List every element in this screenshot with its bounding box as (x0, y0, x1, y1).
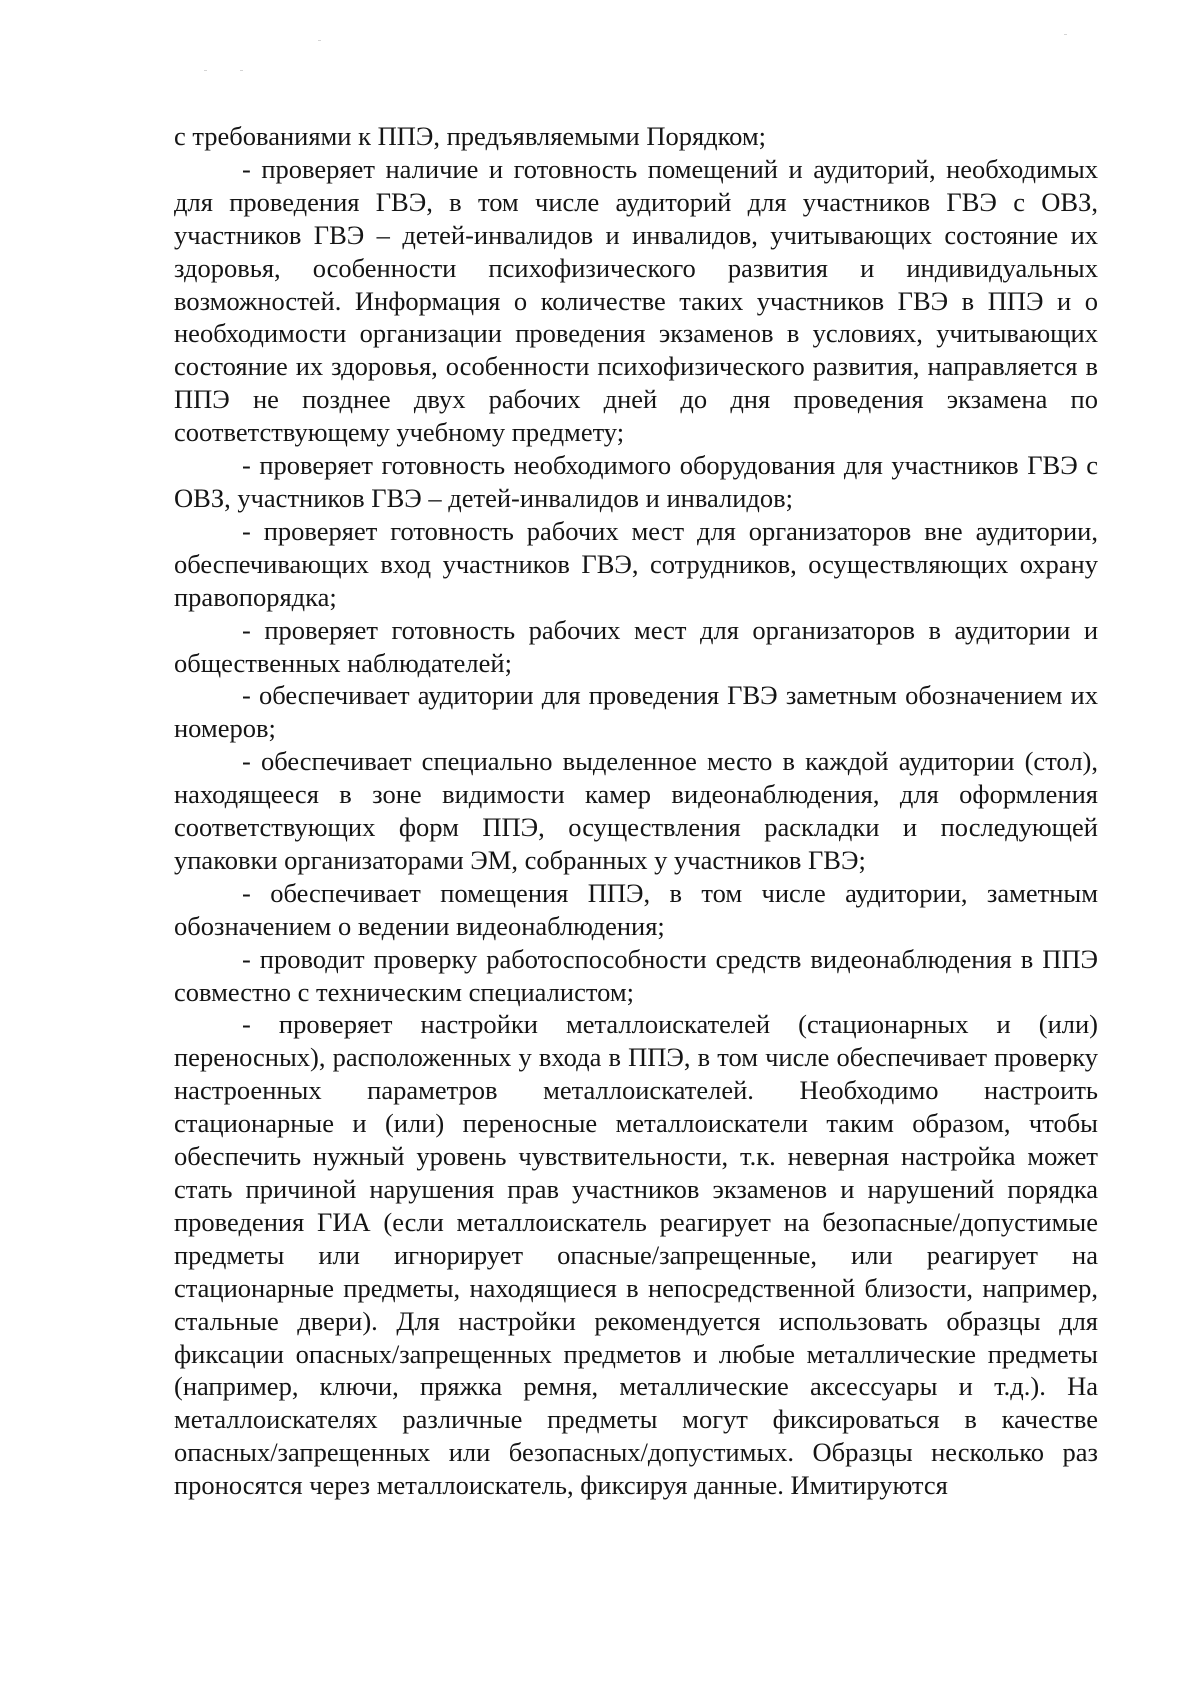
paragraph-check-workplaces-inside: - проверяет готовность рабочих мест для организаторов в аудитории и общественных наблюдателей; (174, 614, 1098, 678)
paragraph-continuation: с требованиями к ППЭ, предъявляемыми Порядком; (174, 121, 767, 151)
paragraph-check-equipment: - проверяет готовность необходимого оборудования для участников ГВЭ с ОВЗ, участников ГВЭ – детей-инвалидов и инвалидов; (174, 450, 1098, 513)
paragraph-video-check: - проводит проверку работоспособности средств видеонаблюдения в ППЭ совместно с техническим специалистом; (174, 943, 1098, 1007)
document-body (174, 120, 1098, 1502)
scan-artifact (318, 40, 321, 41)
paragraph-metal-detectors: - проверяет настройки металлоискателей (стационарных и (или) переносных), расположенных у входа в ППЭ, в том числе обеспечивает проверку настроенных параметров металлоискателей. Необходимо настроить стационарные и (или) переносные металлоискатели таким образом, чтобы обеспечить нужный уровень чувствительности, т.к. неверная настройка может стать причиной нарушения прав участников экзаменов и нарушений порядка проведения ГИА (если металлоискатель реагирует на безопасные/допустимые предметы или игнорирует опасные/запрещенные, или реагирует на стационарные предметы, находящиеся в непосредственной близости, например, стальные двери). Для настройки рекомендуется использовать образцы для фиксации опасных/запрещенных предметов и любые металлические предметы (например, ключи, пряжка ремня, металлические аксессуары и т.д.). На металлоискателях различные предметы могут фиксироваться в качестве опасных/запрещенных или безопасных/допустимых. Образцы несколько раз проносятся через металлоискатель, фиксируя данные. Имитируются (174, 1009, 1098, 1501)
paragraph-check-workplaces-outside: - проверяет готовность рабочих мест для организаторов вне аудитории, обеспечивающих вход участников ГВЭ, сотрудников, осуществляющих охрану правопорядка; (174, 515, 1098, 612)
paragraph-video-notice: - обеспечивает помещения ППЭ, в том числе аудитории, заметным обозначением о ведении видеонаблюдения; (174, 877, 1098, 941)
scan-artifact (240, 70, 243, 71)
paragraph-check-premises: - проверяет наличие и готовность помещений и аудиторий, необходимых для проведения ГВЭ, в том числе аудиторий для участников ГВЭ с ОВЗ, участников ГВЭ – детей-инвалидов и инвалидов, учитывающих состояние их здоровья, особенности психофизического развития и индивидуальных возможностей. Информация о количестве таких участников ГВЭ в ППЭ и о необходимости организации проведения экзаменов в условиях, учитывающих состояние их здоровья, особенности психофизического развития, направляется в ППЭ не позднее двух рабочих дней до дня проведения экзамена по соответствующему учебному предмету; (174, 153, 1098, 448)
scan-artifact (1064, 34, 1067, 35)
scan-artifact (204, 70, 207, 71)
paragraph-room-numbers: - обеспечивает аудитории для проведения ГВЭ заметным обозначением их номеров; (174, 680, 1098, 744)
paragraph-dedicated-place: - обеспечивает специально выделенное место в каждой аудитории (стол), находящееся в зоне видимости камер видеонаблюдения, для оформления соответствующих форм ППЭ, осуществления раскладки и последующей упаковки организаторами ЭМ, собранных у участников ГВЭ; (174, 746, 1098, 875)
